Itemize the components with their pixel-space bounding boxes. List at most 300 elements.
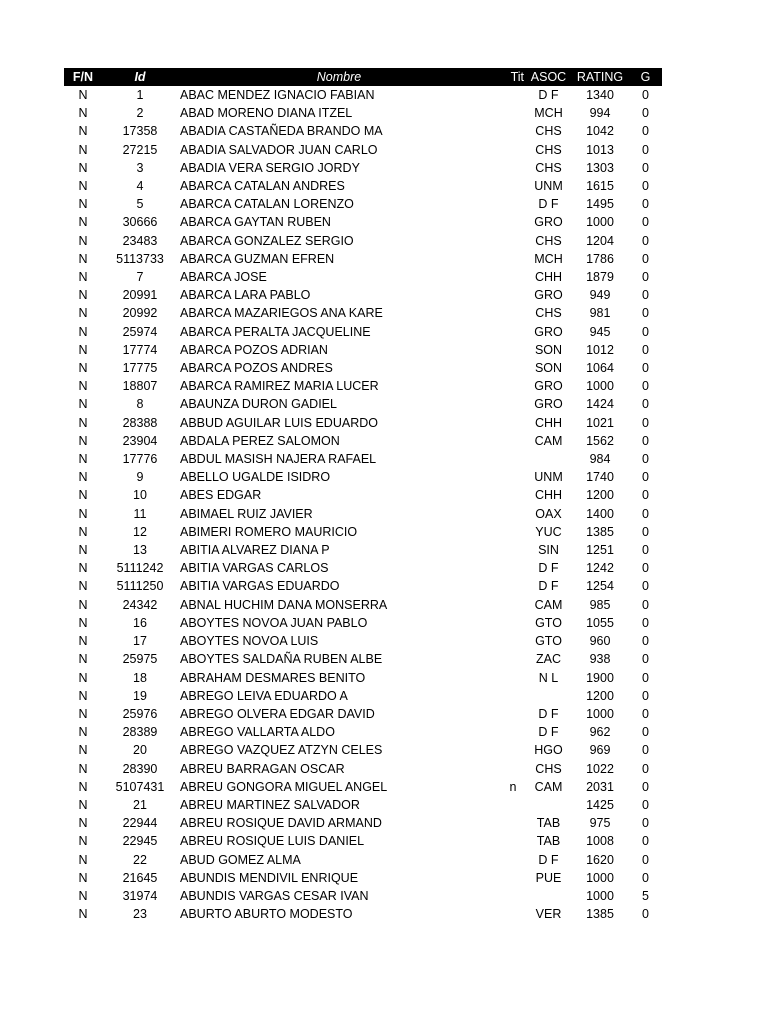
cell-nombre: ABREGO LEIVA EDUARDO A: [180, 688, 348, 703]
cell-fn: N: [78, 415, 88, 430]
cell-rating: 945: [589, 324, 611, 339]
cell-id: 16: [133, 615, 147, 630]
cell-tit: [500, 851, 526, 869]
cell-nombre: ABITIA VARGAS EDUARDO: [180, 579, 340, 594]
cell-nombre: ABIMAEL RUIZ JAVIER: [180, 506, 313, 521]
cell-id: 17775: [122, 361, 158, 376]
cell-asoc: GRO: [534, 215, 563, 230]
cell-fn: N: [78, 433, 88, 448]
cell-g: 0: [642, 215, 649, 230]
cell-nombre: ABARCA GONZALEZ SERGIO: [180, 233, 354, 248]
table-row: [64, 232, 662, 250]
cell-g: 0: [642, 470, 649, 485]
cell-asoc: CHS: [535, 761, 562, 776]
cell-id: 28390: [122, 761, 158, 776]
cell-id: 28389: [122, 725, 158, 740]
cell-g: 0: [642, 361, 649, 376]
cell-rating: 984: [589, 452, 611, 467]
cell-id: 1: [136, 88, 144, 102]
cell-tit: [500, 869, 526, 887]
cell-asoc: HGO: [534, 743, 563, 758]
cell-fn: N: [78, 160, 88, 175]
cell-rating: 1615: [586, 179, 614, 194]
cell-rating: 1042: [586, 124, 614, 139]
cell-id: 27215: [122, 142, 158, 157]
cell-asoc: GTO: [535, 634, 562, 649]
cell-asoc: GRO: [534, 379, 563, 394]
cell-g: 0: [642, 688, 649, 703]
cell-rating: 1013: [586, 142, 614, 157]
cell-rating: 1055: [586, 615, 614, 630]
cell-id: 19: [133, 688, 147, 703]
table-row: [64, 687, 662, 705]
cell-asoc: SON: [534, 342, 563, 357]
cell-tit: [500, 541, 526, 559]
cell-tit: [500, 814, 526, 832]
cell-fn: N: [78, 743, 88, 758]
cell-rating: 1303: [586, 160, 614, 175]
cell-asoc: CHS: [535, 233, 562, 248]
rating-table: [64, 68, 662, 923]
table-row: [64, 323, 662, 341]
cell-tit: [500, 468, 526, 486]
table-row: [64, 887, 662, 905]
cell-tit: [500, 359, 526, 377]
cell-asoc: SIN: [538, 543, 559, 558]
cell-rating: 1900: [586, 670, 614, 685]
cell-g: 0: [642, 615, 649, 630]
cell-tit: [500, 741, 526, 759]
cell-tit: [500, 414, 526, 432]
header-id: Id: [102, 68, 178, 86]
table-row: [64, 741, 662, 759]
cell-nombre: ABARCA MAZARIEGOS ANA KARE: [180, 306, 383, 321]
cell-tit: [500, 577, 526, 595]
cell-g: 0: [642, 761, 649, 776]
cell-fn: N: [78, 361, 88, 376]
header-fn: F/N: [64, 68, 102, 86]
cell-rating: 975: [589, 816, 611, 831]
cell-g: 0: [642, 725, 649, 740]
cell-g: 0: [642, 561, 649, 576]
cell-g: 0: [642, 779, 649, 794]
cell-rating: 1424: [586, 397, 614, 412]
table-row: [64, 141, 662, 159]
cell-asoc: CAM: [534, 779, 563, 794]
cell-tit: [500, 632, 526, 650]
cell-asoc: CHH: [534, 415, 563, 430]
cell-fn: N: [78, 706, 88, 721]
cell-asoc: [526, 887, 571, 905]
cell-rating: 1562: [586, 433, 614, 448]
cell-tit: [500, 450, 526, 468]
cell-id: 25976: [122, 706, 158, 721]
table-row: [64, 286, 662, 304]
cell-g: 0: [642, 179, 649, 194]
cell-id: 17774: [122, 342, 158, 357]
cell-g: 0: [642, 506, 649, 521]
cell-fn: N: [78, 397, 88, 412]
cell-nombre: ABREGO VALLARTA ALDO: [180, 725, 335, 740]
cell-tit: [500, 832, 526, 850]
header-nombre: Nombre: [178, 68, 500, 86]
cell-tit: [500, 887, 526, 905]
cell-tit: [500, 705, 526, 723]
cell-g: 0: [642, 270, 649, 285]
table-row: [64, 778, 662, 796]
table-row: [64, 213, 662, 231]
cell-asoc: GRO: [534, 288, 563, 303]
cell-fn: N: [78, 907, 88, 922]
cell-asoc: SON: [534, 361, 563, 376]
cell-g: 0: [642, 870, 649, 885]
cell-asoc: [526, 796, 571, 814]
cell-g: 0: [642, 488, 649, 503]
cell-g: 0: [642, 197, 649, 212]
cell-nombre: ABARCA JOSE: [180, 270, 267, 285]
cell-fn: N: [78, 561, 88, 576]
cell-g: 0: [642, 816, 649, 831]
cell-nombre: ABAC MENDEZ IGNACIO FABIAN: [180, 88, 375, 102]
cell-rating: 1425: [586, 797, 614, 812]
cell-nombre: ABNAL HUCHIM DANA MONSERRA: [180, 597, 388, 612]
cell-id: 23483: [122, 233, 158, 248]
cell-fn: N: [78, 797, 88, 812]
cell-id: 30666: [122, 215, 158, 230]
cell-rating: 969: [589, 743, 611, 758]
table-row: [64, 486, 662, 504]
table-row: [64, 705, 662, 723]
cell-id: 5107431: [115, 779, 165, 794]
cell-id: 11: [133, 506, 147, 521]
table-row: [64, 268, 662, 286]
table-row: [64, 304, 662, 322]
cell-asoc: TAB: [536, 816, 561, 831]
cell-id: 12: [133, 524, 147, 539]
cell-g: 5: [642, 888, 649, 903]
cell-tit: [500, 195, 526, 213]
cell-fn: N: [78, 215, 88, 230]
cell-tit: [500, 268, 526, 286]
cell-id: 28388: [122, 415, 158, 430]
cell-fn: N: [78, 652, 88, 667]
cell-id: 3: [136, 160, 144, 175]
table-header: [64, 68, 662, 86]
cell-tit: [500, 796, 526, 814]
cell-nombre: ABADIA VERA SERGIO JORDY: [180, 160, 360, 175]
cell-id: 20: [133, 743, 147, 758]
cell-asoc: OAX: [535, 506, 562, 521]
cell-nombre: ABARCA POZOS ADRIAN: [180, 342, 328, 357]
cell-g: 0: [642, 379, 649, 394]
cell-g: 0: [642, 397, 649, 412]
cell-id: 17358: [122, 124, 158, 139]
cell-fn: N: [78, 306, 88, 321]
cell-rating: 1242: [586, 561, 614, 576]
header-row: [64, 68, 662, 86]
table-row: [64, 559, 662, 577]
cell-tit: [500, 395, 526, 413]
cell-rating: 981: [589, 306, 611, 321]
cell-id: 22: [133, 852, 147, 867]
cell-asoc: CHS: [535, 160, 562, 175]
cell-nombre: ABARCA PERALTA JACQUELINE: [180, 324, 371, 339]
cell-fn: N: [78, 524, 88, 539]
cell-rating: 1021: [586, 415, 614, 430]
cell-fn: N: [78, 688, 88, 703]
cell-nombre: ABOYTES NOVOA JUAN PABLO: [180, 615, 368, 630]
cell-nombre: ABREGO VAZQUEZ ATZYN CELES: [180, 743, 383, 758]
cell-tit: [500, 486, 526, 504]
table-row: [64, 414, 662, 432]
cell-tit: [500, 723, 526, 741]
cell-tit: n: [509, 779, 517, 794]
cell-g: 0: [642, 288, 649, 303]
cell-nombre: ABAUNZA DURON GADIEL: [180, 397, 337, 412]
cell-id: 21645: [122, 870, 158, 885]
cell-id: 18807: [122, 379, 158, 394]
cell-rating: 960: [589, 634, 611, 649]
cell-asoc: GRO: [534, 324, 563, 339]
cell-tit: [500, 213, 526, 231]
cell-nombre: ABADIA SALVADOR JUAN CARLO: [180, 142, 378, 157]
cell-id: 2: [136, 106, 144, 121]
cell-nombre: ABARCA GUZMAN EFREN: [180, 251, 335, 266]
table-row: [64, 341, 662, 359]
table-row: [64, 905, 662, 923]
cell-fn: N: [78, 634, 88, 649]
cell-id: 5111242: [116, 561, 164, 576]
cell-fn: N: [78, 834, 88, 849]
cell-tit: [500, 177, 526, 195]
cell-rating: 1340: [586, 88, 614, 102]
table-row: [64, 541, 662, 559]
table-row: [64, 177, 662, 195]
cell-fn: N: [78, 379, 88, 394]
cell-fn: N: [78, 106, 88, 121]
table-row: [64, 104, 662, 122]
table-row: [64, 632, 662, 650]
cell-fn: N: [78, 251, 88, 266]
cell-tit: [500, 304, 526, 322]
cell-fn: N: [78, 88, 88, 102]
table-row: [64, 122, 662, 140]
table-row: [64, 760, 662, 778]
cell-id: 25975: [122, 652, 158, 667]
table-row: [64, 505, 662, 523]
cell-asoc: ZAC: [536, 652, 561, 667]
table-row: [64, 650, 662, 668]
cell-tit: [500, 905, 526, 923]
header-asoc: ASOC: [526, 68, 571, 86]
cell-id: 5111250: [116, 579, 164, 594]
cell-asoc: CHH: [534, 488, 563, 503]
cell-tit: [500, 86, 526, 104]
cell-nombre: ABITIA VARGAS CARLOS: [180, 561, 329, 576]
table-row: [64, 468, 662, 486]
cell-id: 24342: [122, 597, 158, 612]
cell-fn: N: [78, 142, 88, 157]
cell-g: 0: [642, 597, 649, 612]
cell-nombre: ABARCA LARA PABLO: [180, 288, 311, 303]
table-row: [64, 377, 662, 395]
cell-nombre: ABREU GONGORA MIGUEL ANGEL: [180, 779, 388, 794]
header-tit: Tit: [500, 68, 526, 86]
cell-asoc: GTO: [535, 615, 562, 630]
cell-asoc: [526, 687, 571, 705]
cell-id: 20992: [122, 306, 158, 321]
cell-rating: 1200: [586, 488, 614, 503]
cell-nombre: ABUNDIS VARGAS CESAR IVAN: [180, 888, 369, 903]
cell-tit: [500, 669, 526, 687]
cell-asoc: MCH: [534, 106, 563, 121]
cell-g: 0: [642, 306, 649, 321]
cell-asoc: GRO: [534, 397, 563, 412]
table-row: [64, 359, 662, 377]
cell-tit: [500, 104, 526, 122]
cell-fn: N: [78, 852, 88, 867]
cell-asoc: YUC: [535, 524, 562, 539]
cell-g: 0: [642, 452, 649, 467]
cell-g: 0: [642, 634, 649, 649]
cell-fn: N: [78, 670, 88, 685]
cell-nombre: ABOYTES SALDAÑA RUBEN ALBE: [180, 652, 383, 667]
cell-g: 0: [642, 706, 649, 721]
cell-g: 0: [642, 834, 649, 849]
cell-asoc: CHS: [535, 306, 562, 321]
cell-g: 0: [642, 524, 649, 539]
cell-id: 17: [133, 634, 147, 649]
cell-fn: N: [78, 888, 88, 903]
table-row: [64, 723, 662, 741]
cell-g: 0: [642, 251, 649, 266]
cell-asoc: N L: [538, 670, 559, 685]
cell-asoc: VER: [535, 907, 562, 922]
cell-id: 5: [136, 197, 144, 212]
cell-id: 25974: [122, 324, 158, 339]
cell-fn: N: [78, 288, 88, 303]
cell-g: 0: [642, 579, 649, 594]
table-row: [64, 450, 662, 468]
cell-id: 31974: [122, 888, 158, 903]
cell-rating: 2031: [586, 779, 614, 794]
cell-fn: N: [78, 725, 88, 740]
cell-rating: 1254: [586, 579, 614, 594]
cell-g: 0: [642, 852, 649, 867]
table-row: [64, 596, 662, 614]
cell-g: 0: [642, 652, 649, 667]
cell-nombre: ABREGO OLVERA EDGAR DAVID: [180, 706, 375, 721]
cell-asoc: UNM: [534, 470, 563, 485]
cell-fn: N: [78, 615, 88, 630]
cell-nombre: ABUNDIS MENDIVIL ENRIQUE: [180, 870, 359, 885]
cell-nombre: ABDUL MASISH NAJERA RAFAEL: [180, 452, 377, 467]
cell-fn: N: [78, 870, 88, 885]
cell-nombre: ABARCA POZOS ANDRES: [180, 361, 333, 376]
cell-g: 0: [642, 233, 649, 248]
cell-nombre: ABAD MORENO DIANA ITZEL: [180, 106, 353, 121]
rating-list-sheet: [64, 68, 662, 923]
cell-nombre: ABARCA CATALAN ANDRES: [180, 179, 345, 194]
table-row: [64, 250, 662, 268]
cell-rating: 1495: [586, 197, 614, 212]
cell-id: 4: [136, 179, 144, 194]
cell-nombre: ABREU BARRAGAN OSCAR: [180, 761, 345, 776]
cell-asoc: D F: [538, 197, 559, 212]
cell-fn: N: [78, 543, 88, 558]
table-row: [64, 159, 662, 177]
cell-asoc: D F: [538, 88, 559, 102]
cell-asoc: D F: [538, 561, 559, 576]
cell-asoc: CAM: [534, 597, 563, 612]
cell-nombre: ABARCA GAYTAN RUBEN: [180, 215, 331, 230]
cell-g: 0: [642, 142, 649, 157]
cell-rating: 1064: [586, 361, 614, 376]
cell-rating: 1385: [586, 524, 614, 539]
cell-asoc: UNM: [534, 179, 563, 194]
cell-rating: 1008: [586, 834, 614, 849]
cell-rating: 938: [589, 652, 611, 667]
cell-g: 0: [642, 433, 649, 448]
cell-tit: [500, 596, 526, 614]
cell-asoc: D F: [538, 579, 559, 594]
cell-id: 7: [136, 270, 144, 285]
cell-g: 0: [642, 88, 649, 102]
cell-id: 13: [133, 543, 147, 558]
cell-rating: 1879: [586, 270, 614, 285]
cell-nombre: ABITIA ALVAREZ DIANA P: [180, 543, 330, 558]
cell-fn: N: [78, 324, 88, 339]
cell-rating: 1000: [586, 870, 614, 885]
cell-fn: N: [78, 470, 88, 485]
cell-id: 18: [133, 670, 147, 685]
table-row: [64, 614, 662, 632]
cell-id: 20991: [122, 288, 158, 303]
cell-asoc: D F: [538, 725, 559, 740]
cell-rating: 949: [589, 288, 611, 303]
cell-rating: 962: [589, 725, 611, 740]
cell-rating: 1000: [586, 215, 614, 230]
table-row: [64, 195, 662, 213]
cell-fn: N: [78, 342, 88, 357]
cell-tit: [500, 523, 526, 541]
cell-nombre: ABIMERI ROMERO MAURICIO: [180, 524, 358, 539]
cell-g: 0: [642, 342, 649, 357]
cell-asoc: [526, 450, 571, 468]
cell-asoc: CHH: [534, 270, 563, 285]
cell-id: 9: [136, 470, 144, 485]
cell-id: 5113733: [116, 251, 164, 266]
table-row: [64, 523, 662, 541]
cell-tit: [500, 122, 526, 140]
cell-id: 23904: [122, 433, 158, 448]
header-rating: RATING: [571, 68, 629, 86]
cell-asoc: CHS: [535, 124, 562, 139]
cell-nombre: ABREU MARTINEZ SALVADOR: [180, 797, 360, 812]
cell-tit: [500, 614, 526, 632]
cell-g: 0: [642, 160, 649, 175]
cell-tit: [500, 559, 526, 577]
cell-id: 17776: [122, 452, 158, 467]
header-g: G: [629, 68, 662, 86]
cell-tit: [500, 760, 526, 778]
cell-fn: N: [78, 816, 88, 831]
cell-tit: [500, 323, 526, 341]
cell-nombre: ABADIA CASTAÑEDA BRANDO MA: [180, 124, 383, 139]
cell-asoc: CHS: [535, 142, 562, 157]
cell-g: 0: [642, 324, 649, 339]
cell-g: 0: [642, 106, 649, 121]
